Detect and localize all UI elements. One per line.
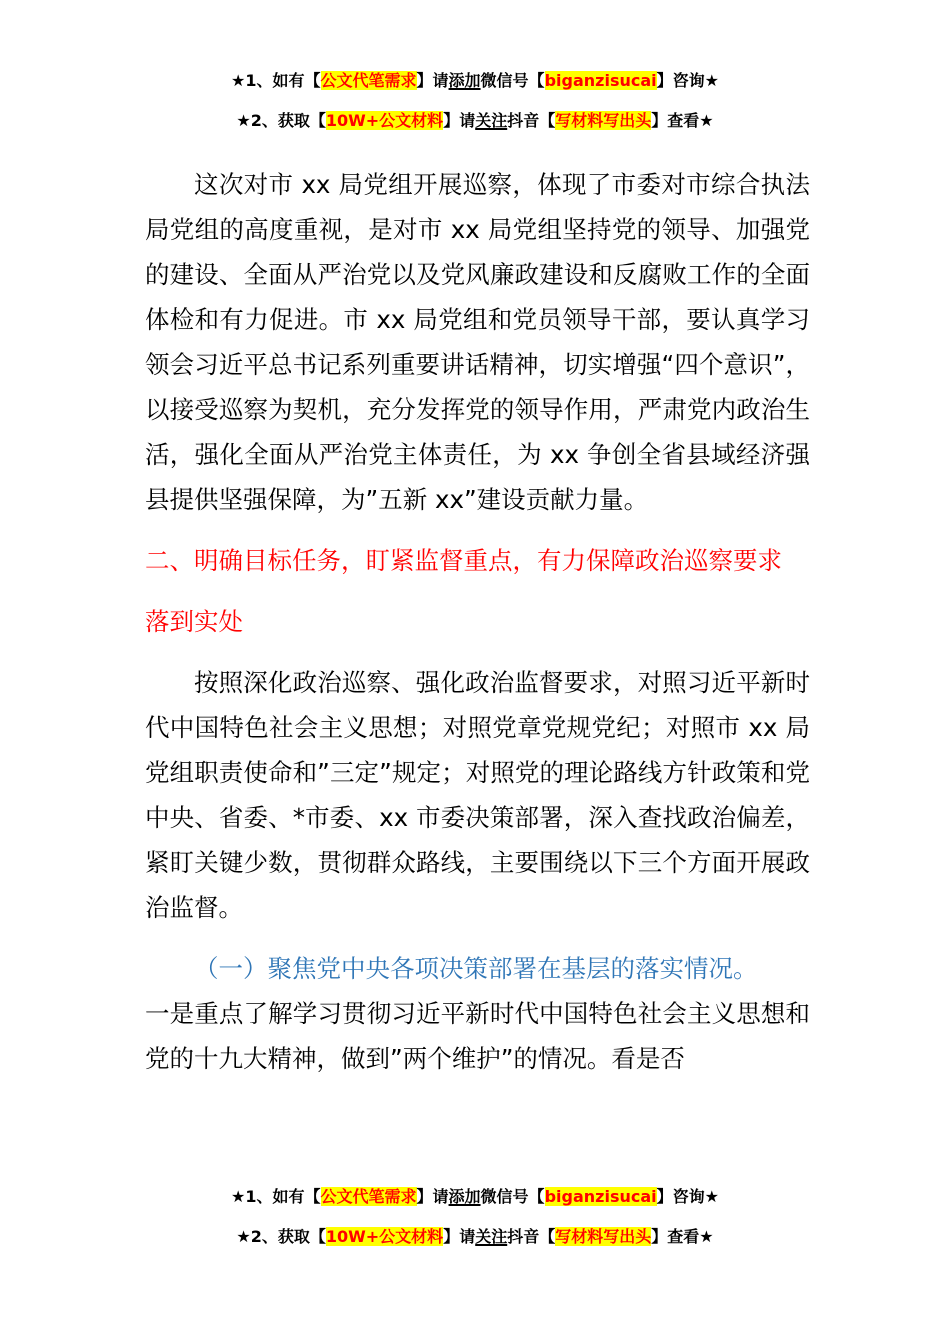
banner-highlight-wechat-id: biganzisucai bbox=[544, 1187, 657, 1206]
banner-highlight-materials: 10W+公文材料 bbox=[325, 1227, 444, 1246]
banner-highlight-douyin: 写材料写出头 bbox=[555, 111, 652, 130]
header-banner-line-2 bbox=[0, 110, 950, 132]
banner-text: ★1、如有【 bbox=[231, 71, 321, 90]
banner-text: 微信号【 bbox=[480, 71, 545, 90]
banner-underlined-follow: 关注 bbox=[475, 1227, 508, 1246]
banner-text: 抖音【 bbox=[507, 111, 556, 130]
banner-highlight-ghostwriting: 公文代笔需求 bbox=[320, 71, 417, 90]
banner-text: ★2、获取【 bbox=[236, 1227, 326, 1246]
section-heading-two-continued: 落到实处 bbox=[145, 607, 243, 636]
subheading-one: （一）聚焦党中央各项决策部署在基层的落实情况。 bbox=[194, 954, 758, 983]
paragraph-point-one: 一是重点了解学习贯彻习近平新时代中国特色社会主义思想和党的十九大精神，做到”两个维护”的情况。看是否 bbox=[145, 999, 810, 1073]
banner-text: 】查看★ bbox=[651, 1227, 714, 1246]
banner-text: ★2、获取【 bbox=[236, 111, 326, 130]
banner-text: 】请 bbox=[416, 71, 449, 90]
banner-text: ★1、如有【 bbox=[231, 1187, 321, 1206]
banner-text: 】请 bbox=[443, 1227, 476, 1246]
header-banner-line-1 bbox=[0, 70, 950, 92]
banner-text: 微信号【 bbox=[480, 1187, 545, 1206]
banner-text: 】咨询★ bbox=[656, 71, 719, 90]
footer-banner-line-1 bbox=[0, 1186, 950, 1208]
banner-highlight-wechat-id: biganzisucai bbox=[544, 71, 657, 90]
banner-text: 】咨询★ bbox=[656, 1187, 719, 1206]
banner-text: 】请 bbox=[416, 1187, 449, 1206]
paragraph-supervision-focus: 按照深化政治巡察、强化政治监督要求，对照习近平新时代中国特色社会主义思想；对照党章党规党纪；对照市 xx 局党组职责使命和”三定”规定；对照党的理论路线方针政策和党中央、省委、*市委、xx 市委决策部署，深入查找政治偏差，紧盯关键少数，贯彻群众路线，主要围绕以下三个方面开展政治监督。 bbox=[145, 668, 810, 922]
paragraph-inspection-significance: 这次对市 xx 局党组开展巡察，体现了市委对市综合执法局党组的高度重视，是对市 xx 局党组坚持党的领导、加强党的建设、全面从严治党以及党风廉政建设和反腐败工作的全面体检和有力促进。市 xx 局党组和党员领导干部，要认真学习领会习近平总书记系列重要讲话精神，切实增强“四个意识”，以接受巡察为契机，充分发挥党的领导作用，严肃党内政治生活，强化全面从严治党主体责任，为 xx 争创全省县域经济强县提供坚强保障，为”五新 xx”建设贡献力量。 bbox=[145, 170, 810, 514]
banner-underlined-add: 添加 bbox=[448, 1187, 481, 1206]
banner-text: 抖音【 bbox=[507, 1227, 556, 1246]
footer-banner-line-2 bbox=[0, 1226, 950, 1248]
document-body bbox=[145, 162, 810, 1081]
banner-underlined-follow: 关注 bbox=[475, 111, 508, 130]
banner-underlined-add: 添加 bbox=[448, 71, 481, 90]
banner-highlight-douyin: 写材料写出头 bbox=[555, 1227, 652, 1246]
banner-text: 】请 bbox=[443, 111, 476, 130]
banner-text: 】查看★ bbox=[651, 111, 714, 130]
banner-highlight-materials: 10W+公文材料 bbox=[325, 111, 444, 130]
section-heading-two: 二、明确目标任务，盯紧监督重点，有力保障政治巡察要求 bbox=[145, 546, 782, 575]
banner-highlight-ghostwriting: 公文代笔需求 bbox=[320, 1187, 417, 1206]
